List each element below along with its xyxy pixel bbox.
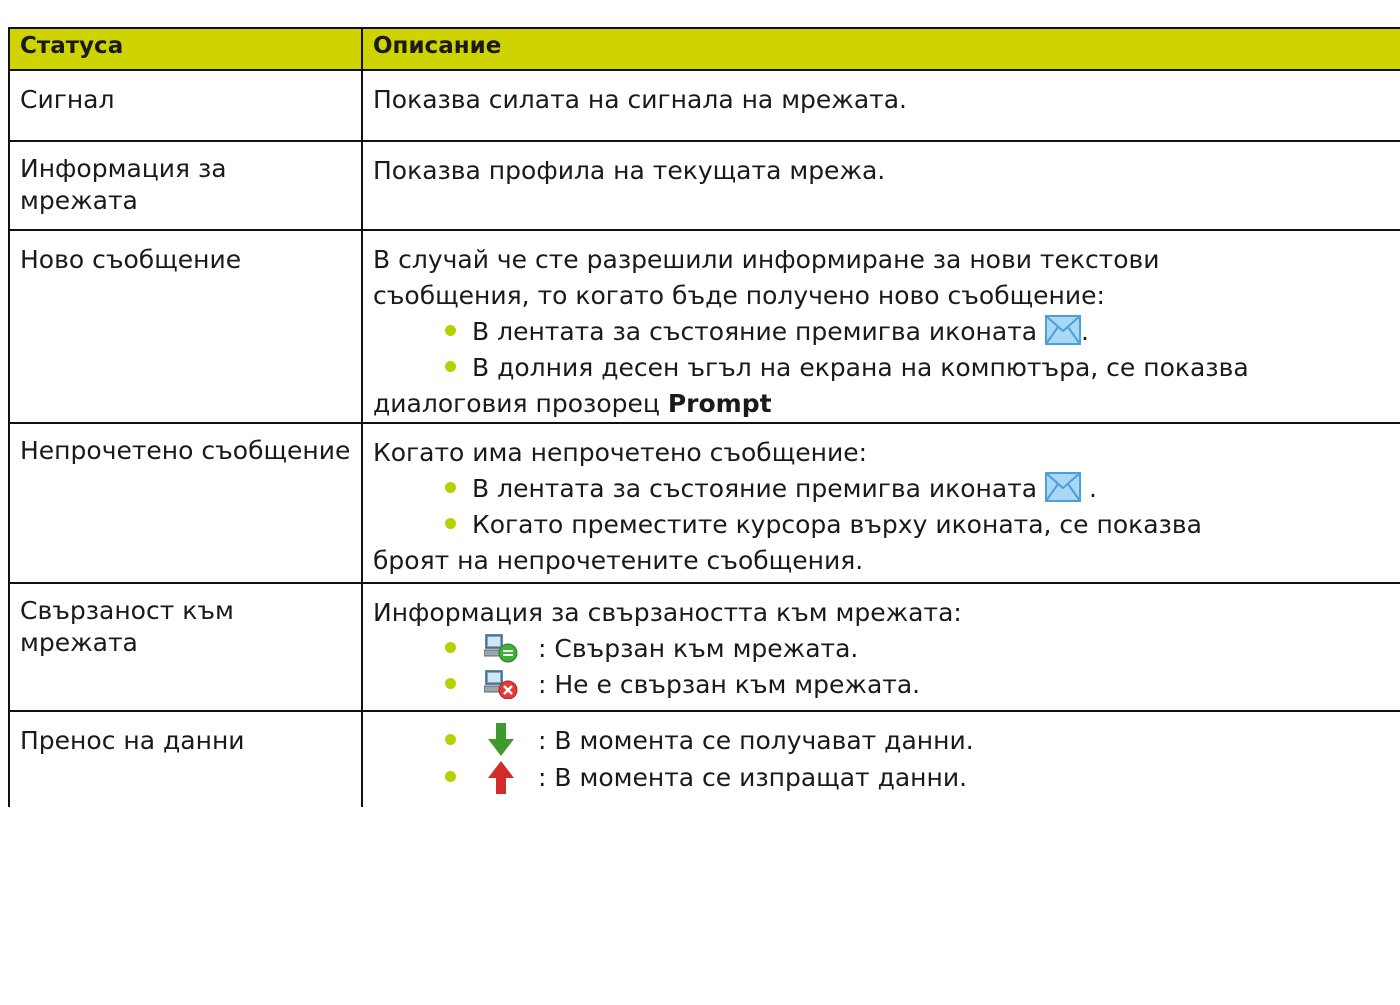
bullet-text: В долния десен ъгъл на екрана на компютъра, се показва [472, 353, 1249, 382]
description-cell [362, 711, 1400, 807]
network-disconnected-icon [484, 669, 518, 699]
table-row [9, 583, 1400, 711]
bullet-continuation: броят на непрочетените съобщения. [373, 546, 864, 575]
description-text: В случай че сте разрешили информиране за нови текстови [373, 245, 1160, 274]
bullet-item [445, 723, 1390, 760]
bullet-dot [445, 734, 456, 745]
bullet-item [445, 314, 1390, 350]
description-cell [362, 583, 1400, 711]
bullet-text: Когато преместите курсора върху иконата, се показва [472, 510, 1202, 539]
header-row [9, 28, 1400, 70]
envelope-icon [1045, 315, 1081, 345]
status-cell: Ново съобщение [9, 230, 362, 423]
bullet-dot [445, 361, 456, 372]
bullet-text: В лентата за състояние премигва иконата [472, 474, 1038, 503]
prompt-label: Prompt [667, 389, 772, 418]
status-cell: Сигнал [9, 70, 362, 141]
bullet-text: : Не е свързан към мрежата. [538, 670, 921, 699]
upload-arrow-icon [484, 759, 518, 795]
status-cell: Пренос на данни [9, 711, 362, 807]
bullet-item [445, 507, 1390, 543]
bullet-text-end: . [1088, 474, 1097, 503]
header-description: Описание [362, 28, 1400, 70]
bullet-text: : В момента се изпращат данни. [538, 763, 968, 792]
bullet-dot [445, 642, 456, 653]
description-cell: Показва профила на текущата мрежа. [362, 141, 1400, 230]
bullet-dot [445, 678, 456, 689]
bullet-item [445, 631, 1390, 667]
header-status: Статуса [9, 28, 362, 70]
envelope-icon [1045, 472, 1081, 502]
bullet-text: : Свързан към мрежата. [538, 634, 859, 663]
bullet-dot [445, 518, 456, 529]
bullet-text-end: . [1081, 317, 1089, 346]
description-cell [362, 423, 1400, 583]
bullet-item [445, 471, 1390, 507]
table-row [9, 70, 1400, 141]
description-cell: Показва силата на сигнала на мрежата. [362, 70, 1400, 141]
bullet-text-cont: диалоговия прозорец [373, 389, 660, 418]
bullet-dot [445, 482, 456, 493]
table-row [9, 423, 1400, 583]
status-cell: Информация за мрежата [9, 141, 362, 230]
bullet-item [445, 350, 1390, 386]
bullet-text: : В момента се получават данни. [538, 726, 974, 755]
table-row [9, 141, 1400, 230]
bullet-text: В лентата за състояние премигва иконата [472, 317, 1038, 346]
bullet-item [445, 760, 1390, 797]
bullet-dot [445, 771, 456, 782]
description-text: съобщения, то когато бъде получено ново съобщение: [373, 281, 1105, 310]
table-row [9, 230, 1400, 423]
bullet-continuation [373, 386, 1390, 422]
bullet-dot [445, 325, 456, 336]
download-arrow-icon [484, 722, 518, 758]
network-connected-icon [484, 633, 518, 663]
status-table [8, 27, 1400, 807]
description-text: Когато има непрочетено съобщение: [373, 438, 868, 467]
description-cell [362, 230, 1400, 423]
description-text: Информация за свързаността към мрежата: [373, 598, 962, 627]
status-cell: Непрочетено съобщение [9, 423, 362, 583]
bullet-item [445, 667, 1390, 703]
status-cell: Свързаност към мрежата [9, 583, 362, 711]
table-row [9, 711, 1400, 807]
